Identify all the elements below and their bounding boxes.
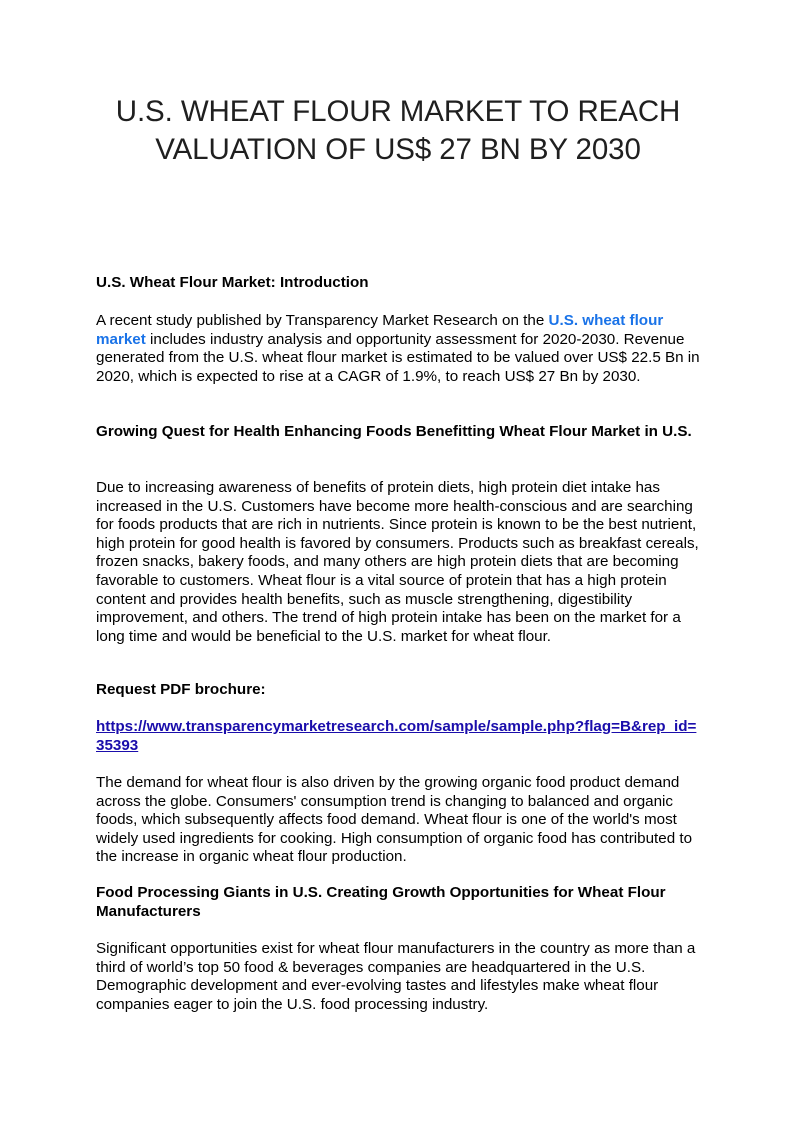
intro-heading: U.S. Wheat Flour Market: Introduction — [96, 274, 369, 291]
demand-paragraph: The demand for wheat flour is also driven by the growing organic food product demand across the globe. Consumers' consumption trend is changing to balanced and organic foods, which subsequently affects food demand. Wheat flour is one of the world's most widely used ingredients for cooking. High consumption of organic food has contributed to the increase in organic wheat flour production. — [96, 774, 693, 866]
health-heading: Growing Quest for Health Enhancing Foods Benefitting Wheat Flour Market in U.S. — [96, 423, 692, 440]
brochure-url-link[interactable]: https://www.transparencymarketresearch.com/sample/sample.php?flag=B&rep_id=35393 — [96, 718, 697, 754]
giants-paragraph: Significant opportunities exist for wheat flour manufacturers in the country as more than a third of world’s top 50 food & beverages companies are headquartered in the U.S. Demographic development and ever-evolving tastes and lifestyles make wheat flour companies eager to join the U.S. food processing industry. — [96, 940, 696, 1013]
wheat-flour-market-link[interactable]: U.S. wheat flour market — [96, 312, 664, 348]
page-title: U.S. WHEAT FLOUR MARKET TO REACH VALUATION OF US$ 27 BN BY 2030 — [115, 95, 681, 166]
giants-heading: Food Processing Giants in U.S. Creating Growth Opportunities for Wheat Flour Manufacturers — [96, 884, 666, 920]
intro-text-after-link: includes industry analysis and opportunity assessment for 2020-2030. Revenue generated from the U.S. wheat flour market is estimated to be valued over US$ 22.5 Bn in 2020, which is expected to rise at a CAGR of 1.9%, to reach US$ 27 Bn by 2030. — [96, 330, 700, 385]
health-paragraph: Due to increasing awareness of benefits of protein diets, high protein diet intake has increased in the U.S. Customers have become more health-conscious and are searching for foods products that are rich in nutrients. Since protein is known to be the best nutrient, high protein for good health is favored by consumers. Products such as breakfast cereals, frozen snacks, bakery foods, and many others are high protein diets that are becoming favorable to customers. Wheat flour is a vital source of protein that has a high protein content and provides health benefits, such as muscle strengthening, digestibility improvement, and others. The trend of high protein intake has been on the market for a long time and would be beneficial to the U.S. market for wheat flour. — [96, 479, 699, 645]
brochure-link-paragraph — [96, 718, 702, 755]
brochure-heading: Request PDF brochure: — [96, 681, 266, 698]
intro-paragraph — [96, 312, 702, 386]
intro-text-before-link: A recent study published by Transparency Market Research on the — [96, 312, 549, 329]
